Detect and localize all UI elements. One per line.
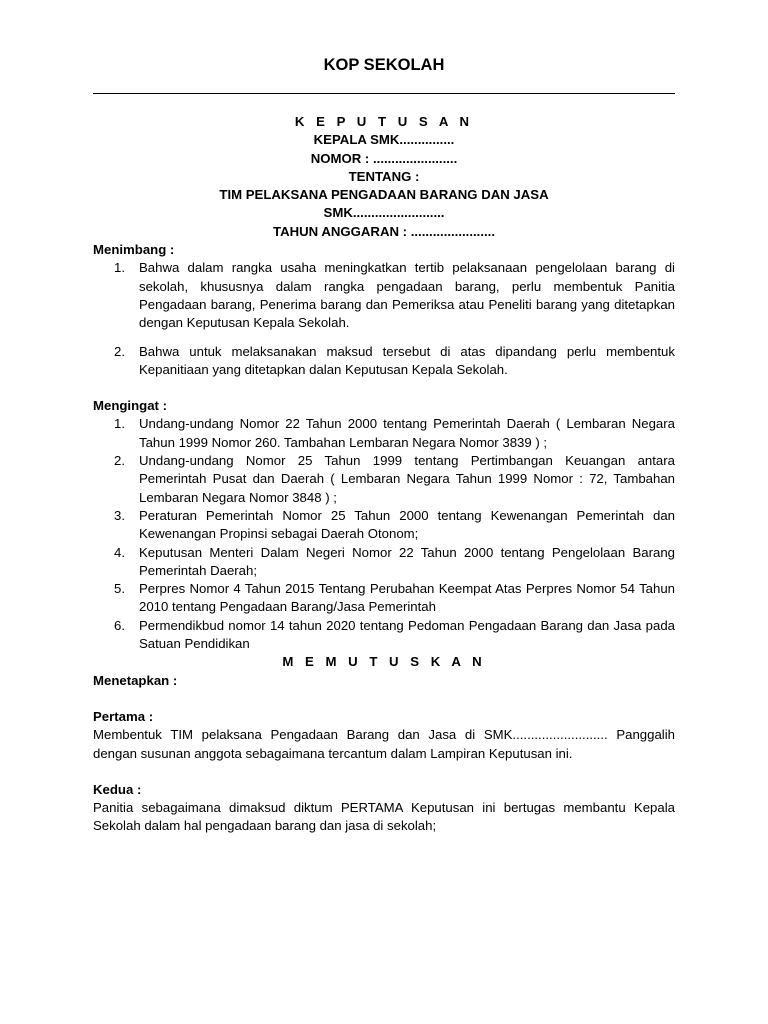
item-text: Perpres Nomor 4 Tahun 2015 Tentang Perubahan Keempat Atas Perpres Nomor 54 Tahun 2010 tentang Pengadaan Barang/Jasa Pemerintah [139, 581, 675, 615]
mengingat-item [93, 617, 675, 654]
mengingat-item [93, 452, 675, 507]
item-text: Peraturan Pemerintah Nomor 25 Tahun 2000 tentang Kewenangan Pemerintah dan Kewenangan Propinsi sebagai Daerah Otonom; [139, 507, 675, 542]
item-number: 1. [114, 260, 125, 276]
menimbang-label: Menimbang : [93, 242, 175, 258]
menetapkan-label: Menetapkan : [93, 672, 178, 688]
item-number: 2. [114, 453, 125, 469]
menimbang-list [93, 259, 675, 379]
list-spacer [93, 333, 675, 343]
memutuskan-title: M E M U T U S K A N [282, 654, 486, 670]
item-number: 5. [114, 581, 125, 597]
item-number: 3. [114, 507, 125, 523]
kedua-label: Kedua : [93, 781, 142, 797]
section-spacer [93, 379, 675, 397]
smk-line: SMK......................... [323, 205, 445, 221]
mengingat-item [93, 507, 675, 544]
menimbang-item [93, 343, 675, 380]
tentang-line: TENTANG : [348, 168, 420, 184]
section-spacer [93, 690, 675, 708]
item-text: Undang-undang Nomor 22 Tahun 2000 tentang Pemerintah Daerah ( Lembaran Negara Tahun 1999 Nomor 260. Tambahan Lembaran Negara Nomor 3839 ) ; [139, 416, 675, 450]
tahun-anggaran-line: TAHUN ANGGARAN : ....................... [273, 223, 495, 239]
item-number: 2. [114, 343, 125, 359]
section-spacer [93, 763, 675, 781]
keputusan-title: K E P U T U S A N [294, 114, 474, 129]
kepala-smk-line: KEPALA SMK............... [313, 132, 455, 148]
document-body [93, 113, 675, 836]
pertama-label: Pertama : [93, 708, 154, 724]
item-text: Permendikbud nomor 14 tahun 2020 tentang Pedoman Pengadaan Barang dan Jasa pada Satuan Pendidikan [139, 617, 675, 652]
tim-pelaksana-line: TIM PELAKSANA PENGADAAN BARANG DAN JASA [219, 187, 549, 203]
item-number: 6. [114, 617, 125, 633]
item-text: Bahwa untuk melaksanakan maksud tersebut di atas dipandang perlu membentuk Kepanitiaan yang ditetapkan dalan Keputusan Kepala Sekolah. [139, 343, 675, 377]
nomor-line: NOMOR : ....................... [310, 150, 458, 166]
item-text: Keputusan Menteri Dalam Negeri Nomor 22 Tahun 2000 tentang Pengelolaan Barang Pemerintah Daerah; [139, 544, 675, 578]
pertama-text: Membentuk TIM pelaksana Pengadaan Barang dan Jasa di SMK.......................... Panggalih dengan susunan anggota sebagaimana tercantum dalam Lampiran Keputusan ini. [93, 727, 675, 761]
mengingat-list [93, 415, 675, 653]
mengingat-item [93, 415, 675, 452]
item-text: Undang-undang Nomor 25 Tahun 1999 tentang Pertimbangan Keuangan antara Pemerintah Pusat dan Daerah ( Lembaran Negara Tahun 1999 Nomor : 72, Tambahan Lembaran Negara Nomor 3848 ) ; [139, 453, 675, 505]
item-text: Bahwa dalam rangka usaha meningkatkan tertib pelaksanaan pengelolaan barang di sekolah, khususnya dalam rangka pengadaan barang, perlu membentuk Panitia Pengadaan barang, Penerima barang dan Pemeriksa atau Peneliti barang yang ditetapkan dengan Keputusan Kepala Sekolah. [139, 260, 675, 331]
mengingat-item [93, 544, 675, 581]
kedua-text: Panitia sebagaimana dimaksud diktum PERTAMA Keputusan ini bertugas membantu Kepala Sekolah dalam hal pengadaan barang dan jasa di sekolah; [93, 800, 675, 834]
header-divider [93, 93, 675, 94]
mengingat-item [93, 580, 675, 617]
mengingat-label: Mengingat : [93, 398, 167, 414]
item-number: 4. [114, 544, 125, 560]
kop-sekolah-heading: KOP SEKOLAH [323, 56, 445, 74]
item-number: 1. [114, 416, 125, 432]
menimbang-item [93, 259, 675, 332]
